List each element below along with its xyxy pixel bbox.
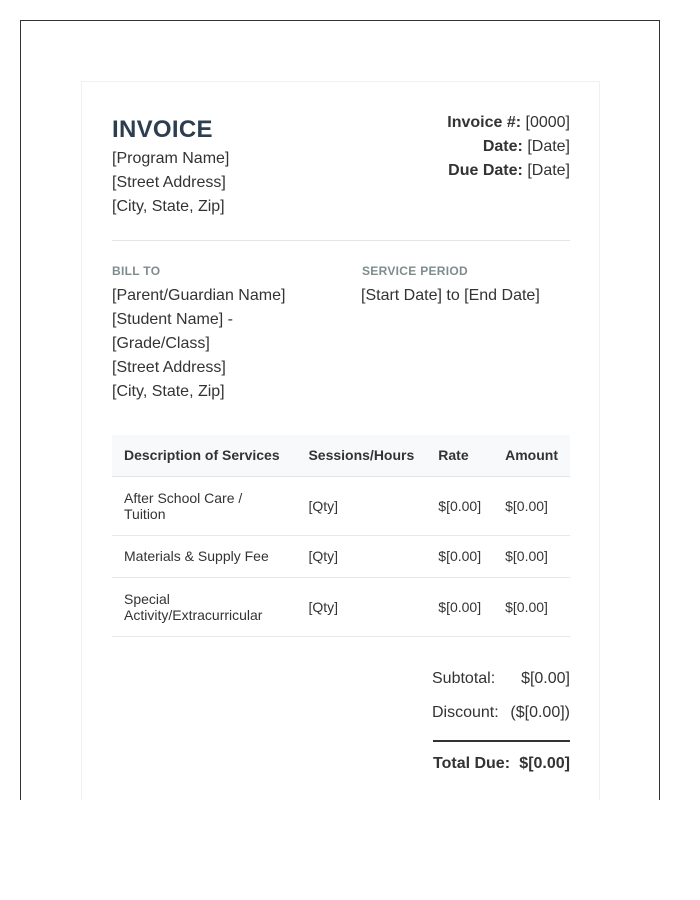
discount-label: Discount: (432, 704, 499, 721)
service-period-label: SERVICE PERIOD (362, 264, 469, 278)
column-header-description: Description of Services (112, 435, 296, 476)
header-divider (112, 240, 570, 241)
invoice-date-label: Date: (482, 138, 523, 155)
totals-divider (433, 740, 570, 742)
row-description: Special Activity/Extracurricular (112, 577, 296, 636)
row-amount: $[0.00] (493, 476, 570, 535)
invoice-title: INVOICE (112, 116, 213, 143)
program-city-state-zip: [City, State, Zip] (112, 198, 225, 215)
due-date-row (448, 159, 570, 183)
program-street-address: [Street Address] (112, 174, 226, 191)
row-qty: [Qty] (296, 577, 426, 636)
row-amount: $[0.00] (493, 577, 570, 636)
invoice-number-label: Invoice #: (447, 114, 522, 131)
row-description: Materials & Supply Fee (112, 535, 296, 577)
discount-value: ($[0.00]) (510, 704, 570, 721)
subtotal-label: Subtotal: (432, 670, 496, 687)
row-rate: $[0.00] (426, 535, 493, 577)
due-date-label: Due Date: (448, 162, 523, 179)
bill-to-line: [City, State, Zip] (112, 383, 225, 400)
total-due-label: Total Due: (433, 755, 511, 772)
row-description: After School Care / Tuition (112, 476, 296, 535)
due-date-value: [Date] (527, 162, 570, 179)
column-header-sessions: Sessions/Hours (296, 435, 426, 476)
invoice-number-value: [0000] (525, 114, 570, 131)
invoice-date-row (483, 135, 570, 159)
row-qty: [Qty] (296, 476, 426, 535)
subtotal-value: $[0.00] (521, 670, 570, 687)
row-rate: $[0.00] (426, 476, 493, 535)
bill-to-line: [Street Address] (112, 359, 226, 376)
bill-to-label: BILL TO (112, 264, 161, 278)
bill-to-line: [Parent/Guardian Name] (112, 287, 286, 304)
invoice-date-value: [Date] (527, 138, 570, 155)
services-table (112, 435, 570, 637)
program-name: [Program Name] (112, 150, 230, 167)
row-qty: [Qty] (296, 535, 426, 577)
table-row (112, 535, 570, 577)
table-header-row (112, 435, 570, 476)
bill-to-line: [Student Name] - (112, 311, 233, 328)
row-rate: $[0.00] (426, 577, 493, 636)
column-header-rate: Rate (426, 435, 493, 476)
table-row (112, 577, 570, 636)
total-due-value: $[0.00] (519, 755, 570, 772)
column-header-amount: Amount (493, 435, 570, 476)
row-amount: $[0.00] (493, 535, 570, 577)
bill-to-line: [Grade/Class] (112, 335, 210, 352)
service-period-value: [Start Date] to [End Date] (361, 287, 540, 304)
table-row (112, 476, 570, 535)
invoice-number-row (447, 111, 570, 135)
